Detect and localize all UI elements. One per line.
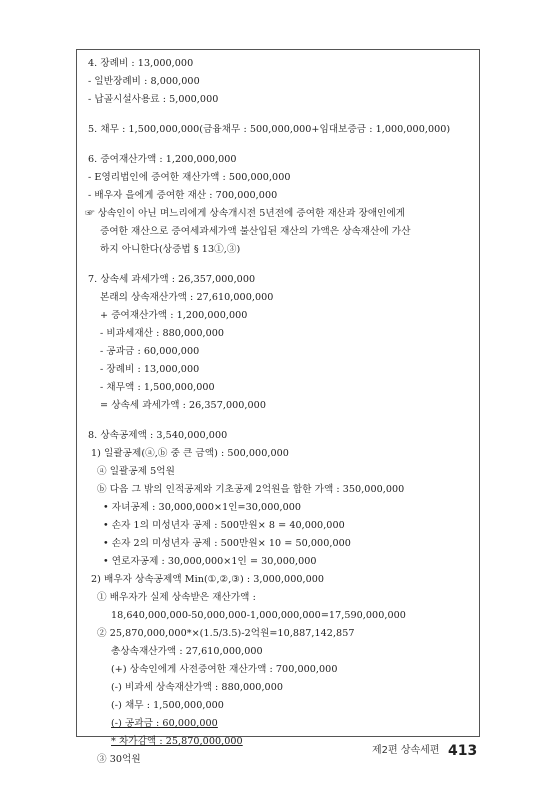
text-line: ① 배우자가 실제 상속받은 재산가액 : <box>97 592 256 603</box>
text-line: • 손자 2의 미성년자 공제 : 500만원× 10 = 50,000,000 <box>103 538 351 549</box>
text-line: (-) 채무 : 1,500,000,000 <box>111 700 224 711</box>
footer-section-label: 제2편 상속세편 <box>372 745 440 756</box>
text-line: - 납골시설사용료 : 5,000,000 <box>88 94 219 105</box>
text-line: - E영리법인에 증여한 재산가액 : 500,000,000 <box>88 172 291 183</box>
text-line: • 자녀공제 : 30,000,000×1인=30,000,000 <box>103 502 302 513</box>
text-line: 18,640,000,000-50,000,000-1,000,000,000=17,590,000,000 <box>111 610 406 621</box>
text-line: - 일반장례비 : 8,000,000 <box>88 76 200 87</box>
text-line: • 손자 1의 미성년자 공제 : 500만원× 8 = 40,000,000 <box>103 520 345 531</box>
note-line: ☞ 상속인이 아닌 며느리에게 상속개시전 5년전에 증여한 재산과 장애인에게 <box>85 208 406 219</box>
text-line: - 장례비 : 13,000,000 <box>100 364 200 375</box>
section-8-heading: 8. 상속공제액 : 3,540,000,000 <box>88 430 228 441</box>
text-line: 본래의 상속재산가액 : 27,610,000,000 <box>100 292 274 303</box>
text-line: - 공과금 : 60,000,000 <box>100 346 200 357</box>
text-line: (-) 비과세 상속재산가액 : 880,000,000 <box>111 682 283 693</box>
text-line: = 상속세 과세가액 : 26,357,000,000 <box>100 400 266 411</box>
text-line: ③ 30억원 <box>97 754 141 765</box>
page-number: 413 <box>448 743 478 759</box>
text-line: ② 25,870,000,000*×(1.5/3.5)-2억원=10,887,142,857 <box>97 628 355 639</box>
text-line-underlined: (-) 공과금 : 60,000,000 <box>111 718 218 729</box>
note-line: 증여한 재산으로 증여세과세가액 불산입된 재산의 가액은 상속재산에 가산 <box>100 226 411 237</box>
text-line: 2) 배우자 상속공제액 Min(①,②,③) : 3,000,000,000 <box>91 574 325 585</box>
text-line: (+) 상속인에게 사전증여한 재산가액 : 700,000,000 <box>111 664 338 675</box>
section-7-heading: 7. 상속세 과세가액 : 26,357,000,000 <box>88 274 256 285</box>
text-line: 1) 일괄공제(ⓐ,ⓑ 중 큰 금액) : 500,000,000 <box>91 448 289 459</box>
text-line-underlined: * 차가감액 : 25,870,000,000 <box>111 736 243 747</box>
text-line: + 증여재산가액 : 1,200,000,000 <box>100 310 248 321</box>
text-line: - 배우자 을에게 증여한 재산 : 700,000,000 <box>88 190 278 201</box>
text-line: ⓐ 일괄공제 5억원 <box>97 466 175 477</box>
text-line: 총상속재산가액 : 27,610,000,000 <box>111 646 263 657</box>
note-line: 하지 아니한다(상증법 § 13①,③) <box>100 244 241 255</box>
text-line: - 비과세재산 : 880,000,000 <box>100 328 225 339</box>
section-5-heading: 5. 채무 : 1,500,000,000(금융채무 : 500,000,000+임대보증금 : 1,000,000,000) <box>88 124 451 135</box>
text-line: ⓑ 다음 그 밖의 인적공제와 기초공제 2억원을 합한 가액 : 350,000,000 <box>97 484 405 495</box>
text-line: • 연로자공제 : 30,000,000×1인 = 30,000,000 <box>103 556 317 567</box>
section-6-heading: 6. 증여재산가액 : 1,200,000,000 <box>88 154 237 165</box>
section-4-heading: 4. 장례비 : 13,000,000 <box>88 58 194 69</box>
text-line: - 채무액 : 1,500,000,000 <box>100 382 215 393</box>
